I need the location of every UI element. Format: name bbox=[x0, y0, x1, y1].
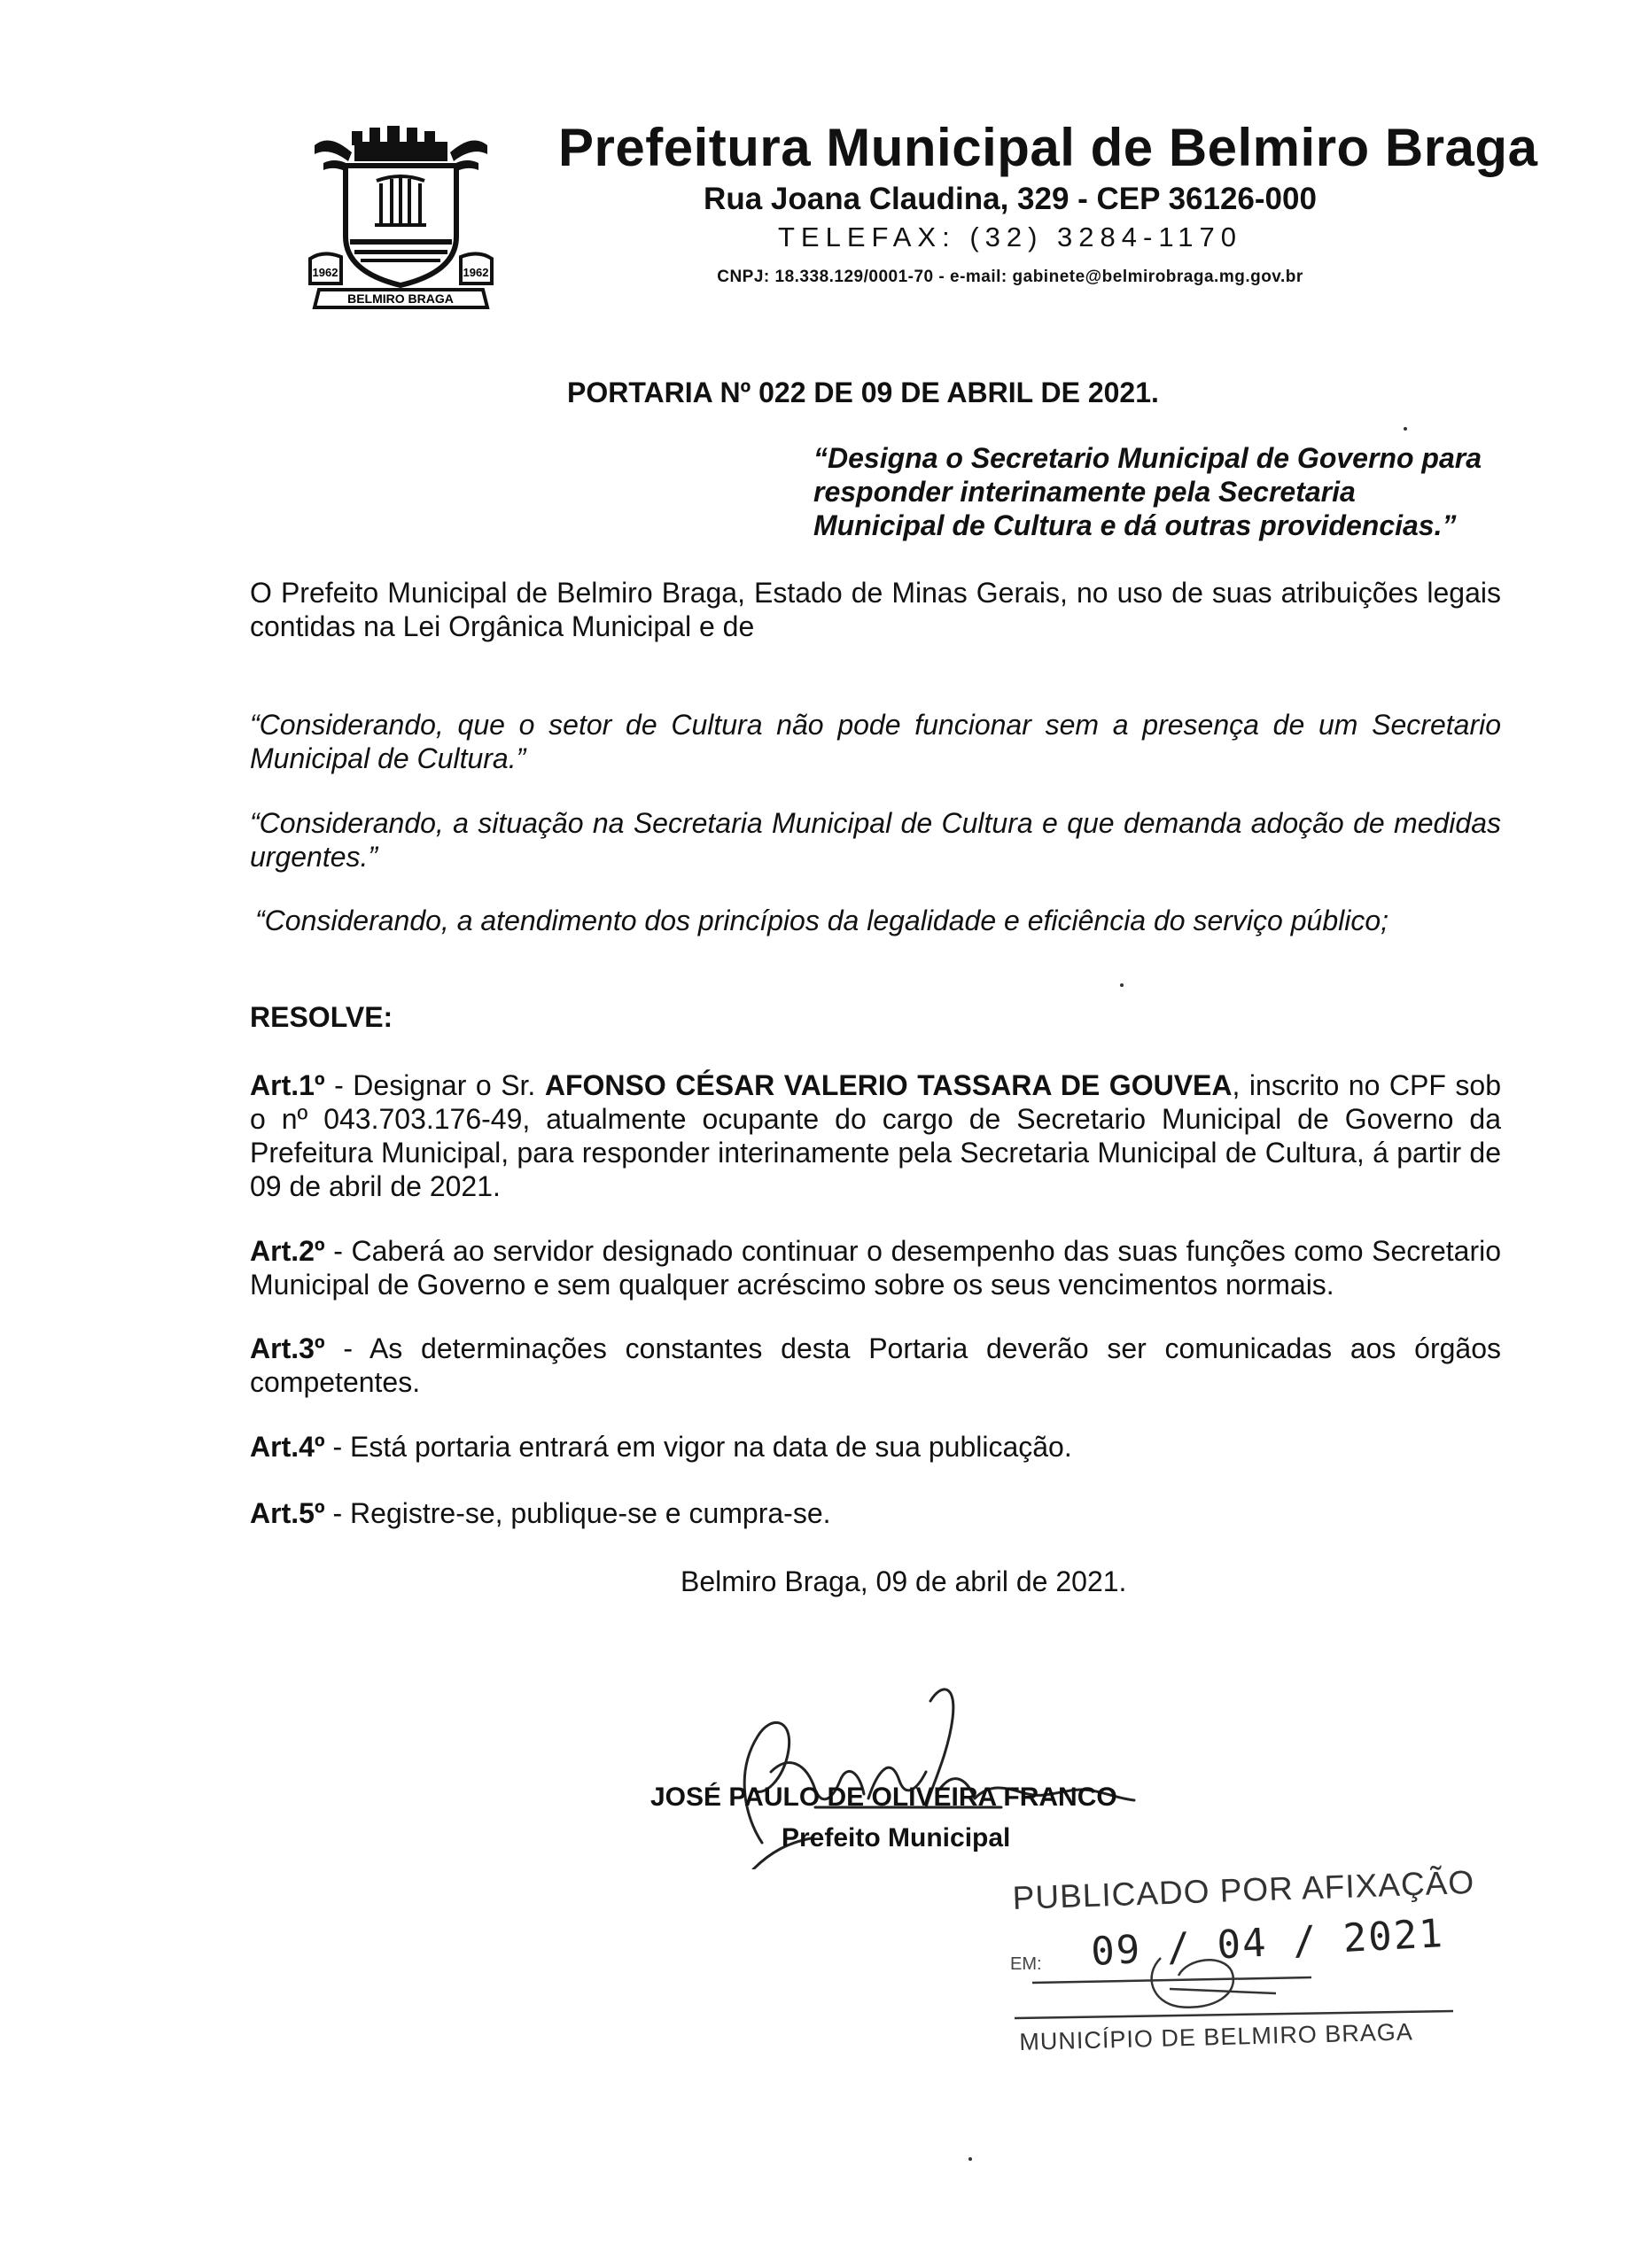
article-4 bbox=[250, 1430, 1501, 1464]
crest-banner: BELMIRO BRAGA bbox=[347, 291, 454, 306]
municipal-crest-logo bbox=[306, 126, 496, 312]
header-address: Rua Joana Claudina, 329 - CEP 36126-000 bbox=[704, 182, 1317, 216]
article-3 bbox=[250, 1332, 1501, 1399]
crest-year-left: 1962 bbox=[312, 266, 338, 279]
article-1-pre: - Designar o Sr. bbox=[324, 1069, 545, 1101]
article-1-label: Art.1º bbox=[250, 1069, 325, 1101]
stamp-published-label: PUBLICADO POR AFIXAÇÃO bbox=[1012, 1863, 1475, 1916]
header-title: Prefeitura Municipal de Belmiro Braga bbox=[558, 118, 1538, 177]
article-5 bbox=[250, 1496, 1501, 1530]
scan-speck bbox=[968, 2157, 972, 2161]
scan-speck bbox=[1120, 983, 1124, 987]
article-5-text: - Registre-se, publique-se e cumpra-se. bbox=[324, 1497, 831, 1529]
header-contact: CNPJ: 18.338.129/0001-70 - e-mail: gabinete@belmirobraga.mg.gov.br bbox=[717, 268, 1303, 286]
considerando-1: “Considerando, que o setor de Cultura não pode funcionar sem a presença de um Secretario Municipal de Cultura.” bbox=[250, 709, 1501, 774]
signatory-role: Prefeito Municipal bbox=[782, 1823, 1011, 1852]
considerando-3: “Considerando, a atendimento dos princípios da legalidade e eficiência do serviço público; bbox=[255, 905, 1389, 936]
stamp-municipality: MUNICÍPIO DE BELMIRO BRAGA bbox=[1019, 2018, 1414, 2055]
article-2 bbox=[250, 1234, 1501, 1301]
resolve-heading: RESOLVE: bbox=[250, 1001, 393, 1033]
document-title: PORTARIA Nº 022 DE 09 DE ABRIL DE 2021. bbox=[567, 377, 1159, 408]
article-3-label: Art.3º bbox=[250, 1332, 325, 1364]
scan-speck bbox=[1404, 427, 1407, 431]
stamp-handwritten-date: 09 / 04 / 2021 bbox=[1090, 1911, 1445, 1975]
document-ementa: “Designa o Secretario Municipal de Governo para responder interinamente pela Secretaria Municipal de Cultura e dá outras providencias.” bbox=[813, 442, 1482, 541]
article-2-text: - Caberá ao servidor designado continuar o desempenho das suas funções como Secretario Municipal de Governo e sem qualquer acréscimo sobre os seus vencimentos normais. bbox=[250, 1235, 1501, 1301]
article-4-label: Art.4º bbox=[250, 1431, 325, 1463]
article-4-text: - Está portaria entrará em vigor na data de sua publicação. bbox=[324, 1431, 1072, 1463]
document-date: Belmiro Braga, 09 de abril de 2021. bbox=[681, 1565, 1127, 1597]
considerando-2: “Considerando, a situação na Secretaria Municipal de Cultura e que demanda adoção de medidas urgentes.” bbox=[250, 807, 1501, 873]
article-5-label: Art.5º bbox=[250, 1497, 325, 1529]
crest-year-right: 1962 bbox=[463, 266, 489, 279]
article-3-text: - As determinações constantes desta Portaria deverão ser comunicadas aos órgãos competentes. bbox=[250, 1332, 1501, 1398]
article-1-appointee-name: AFONSO CÉSAR VALERIO TASSARA DE GOUVEA bbox=[544, 1069, 1233, 1101]
stamp-em-label: EM: bbox=[1010, 1954, 1042, 1974]
intro-paragraph: O Prefeito Municipal de Belmiro Braga, Estado de Minas Gerais, no uso de suas atribuições legais contidas na Lei Orgânica Municipal e de bbox=[250, 577, 1501, 642]
header-phone: TELEFAX: (32) 3284-1170 bbox=[777, 221, 1243, 252]
signatory-name: JOSÉ PAULO DE OLIVEIRA FRANCO bbox=[650, 1783, 1117, 1812]
article-1-post: , inscrito no CPF sob o nº 043.703.176-49, atualmente ocupante do cargo de Secretario Municipal de Governo da Prefeitura Municipal, para responder interinamente pela Secretaria Municipal de Cultura, á partir de 09 de abril de 2021. bbox=[250, 1069, 1502, 1202]
article-2-label: Art.2º bbox=[250, 1235, 325, 1267]
article-1 bbox=[250, 1068, 1501, 1203]
